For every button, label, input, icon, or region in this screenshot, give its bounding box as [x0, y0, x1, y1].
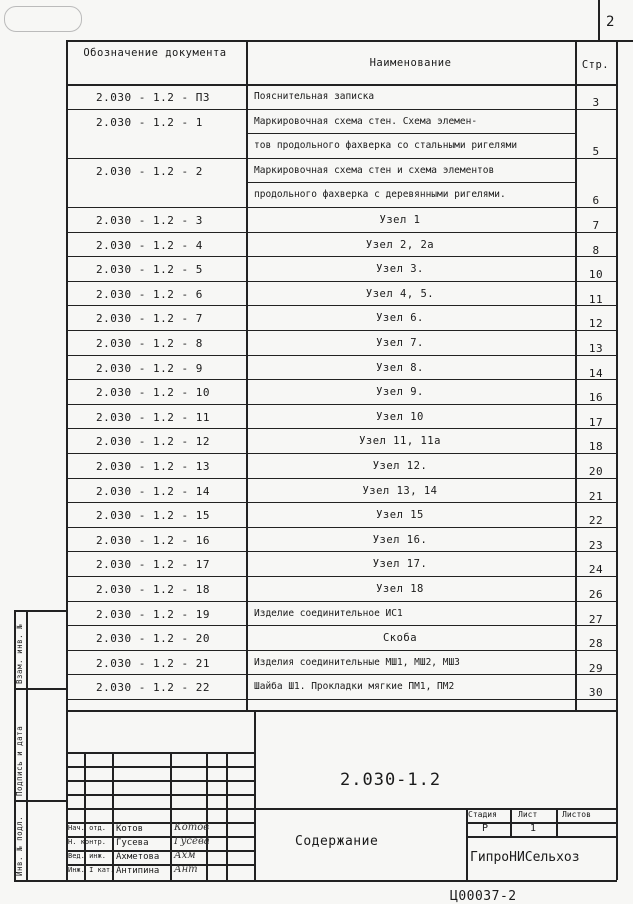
row-page: 30 [588, 686, 604, 700]
staff-name: Ахметова [116, 852, 160, 862]
row-code: 2.030 - 1.2 - 17 [96, 558, 210, 572]
row-divider [66, 625, 617, 626]
row-divider [66, 502, 617, 503]
row-page: 11 [588, 292, 604, 306]
row-divider [66, 650, 617, 651]
staff-name: Котов [116, 824, 144, 834]
row-name: Узел 16. [372, 533, 428, 546]
side-label-sign: Подпись и дата [15, 725, 24, 796]
frame-right [616, 40, 618, 880]
row-name: Узел 2, 2а [365, 238, 435, 251]
row-divider [66, 551, 617, 552]
row-divider [246, 133, 576, 134]
row-code: 2.030 - 1.2 - 14 [96, 484, 210, 498]
row-code: 2.030 - 1.2 - 4 [96, 238, 203, 252]
document-title: Содержание [295, 834, 379, 849]
row-code: 2.030 - 1.2 - 10 [96, 386, 210, 400]
row-page: 18 [588, 440, 604, 454]
staff-name: Антипина [116, 866, 160, 876]
row-divider [66, 281, 617, 282]
side-label-inv: Инв. № подл. [15, 815, 24, 876]
row-divider [66, 158, 617, 159]
row-divider [66, 355, 617, 356]
row-divider [246, 182, 576, 183]
row-name: Узел 11, 11а [359, 435, 441, 448]
row-divider [66, 256, 617, 257]
staff-role: Нач. отд. [68, 824, 106, 832]
row-divider [66, 232, 617, 233]
frame-bottom [14, 880, 617, 882]
row-divider [66, 699, 617, 700]
row-page: 6 [592, 194, 600, 208]
row-divider [66, 207, 617, 208]
row-name: Узел 18 [376, 583, 424, 595]
row-code: 2.030 - 1.2 - 5 [96, 263, 203, 277]
row-divider [66, 576, 617, 577]
row-page: 10 [588, 268, 604, 282]
sheet-value: 1 [530, 823, 537, 834]
row-name: Узел 7. [376, 337, 424, 349]
row-divider [66, 109, 617, 110]
row-page: 12 [588, 317, 604, 331]
row-code: 2.030 - 1.2 - 16 [96, 533, 210, 547]
row-code: 2.030 - 1.2 - 22 [96, 681, 210, 695]
row-page: 14 [588, 366, 604, 380]
bottom-code: Ц00037-2 [450, 889, 517, 904]
row-page: 16 [588, 391, 604, 405]
row-page: 24 [588, 563, 604, 577]
staff-role: Вед. инж. [68, 852, 106, 860]
row-code: 2.030 - 1.2 - 8 [96, 337, 203, 350]
frame-left [66, 40, 68, 880]
row-page: 21 [588, 489, 604, 503]
header-page: Стр. [581, 59, 610, 71]
row-code: 2.030 - 1.2 - 12 [96, 435, 210, 449]
row-page: 8 [592, 243, 600, 257]
row-name: Узел 17. [372, 558, 428, 571]
row-name: Узел 6. [376, 312, 424, 325]
row-name: Маркировочная схема стен. Схема элемен- [254, 115, 478, 127]
row-code: 2.030 - 1.2 - 7 [96, 312, 203, 326]
row-page: 13 [588, 342, 604, 355]
staff-role: Инж. I кат. [68, 866, 115, 874]
staff-signature: Котов [174, 822, 210, 833]
document-code: 2.030-1.2 [340, 770, 442, 790]
row-name: Маркировочная схема стен и схема элементов [254, 164, 495, 176]
row-divider [66, 305, 617, 306]
row-name: Узел 1 [379, 214, 421, 226]
row-page: 23 [588, 538, 604, 552]
row-code: 2.030 - 1.2 - 13 [96, 460, 210, 473]
row-divider [66, 601, 617, 602]
row-page: 27 [588, 612, 604, 626]
staff-signature: Ант [174, 864, 198, 875]
row-code: 2.030 - 1.2 - 21 [96, 656, 210, 670]
row-divider [66, 330, 617, 331]
row-name: Узел 12. [372, 460, 428, 472]
row-page: 26 [588, 588, 604, 601]
sheet-label: Лист [518, 810, 538, 819]
row-name: Пояснительная записка [254, 91, 375, 102]
row-divider [66, 478, 617, 479]
row-code: 2.030 - 1.2 - 20 [96, 632, 210, 646]
side-label-replace: Взам. инв. № [15, 623, 24, 684]
row-page: 28 [588, 637, 604, 651]
row-name: Скоба [382, 632, 418, 645]
staff-name: Гусева [116, 838, 149, 848]
row-name: Узел 15 [376, 509, 424, 522]
row-page: 29 [588, 661, 604, 675]
row-code: 2.030 - 1.2 - П3 [96, 91, 210, 104]
staff-role: Н. контр. [68, 838, 106, 846]
row-code: 2.030 - 1.2 - 15 [96, 509, 210, 523]
row-page: 3 [592, 96, 600, 109]
row-code: 2.030 - 1.2 - 3 [96, 214, 203, 227]
row-name: тов продольного фахверка со стальными ригелями [254, 140, 518, 152]
row-divider [66, 379, 617, 380]
row-page: 20 [588, 465, 604, 478]
stage-value: Р [482, 823, 489, 834]
row-page: 22 [588, 514, 604, 528]
row-name: Узел 9. [376, 386, 424, 399]
row-name: Узел 10 [376, 410, 424, 423]
organization-name: ГипроНИСельхоз [470, 850, 580, 865]
header-designation: Обозначение документа [83, 47, 227, 59]
row-page: 5 [592, 145, 600, 159]
staff-signature: Гусева [174, 836, 210, 847]
row-name: Изделие соединительное ИС1 [254, 607, 403, 619]
row-divider [66, 453, 617, 454]
row-name: Узел 13, 14 [362, 484, 438, 497]
row-name: продольного фахверка с деревянными ригелями. [254, 189, 506, 201]
header-name: Наименование [369, 57, 452, 69]
row-page: 7 [592, 219, 600, 232]
stage-label: Стадия [468, 810, 497, 819]
row-name: Изделия соединительные МШ1, МШ2, МШ3 [254, 656, 460, 668]
row-code: 2.030 - 1.2 - 9 [96, 361, 203, 375]
row-name: Шайба Ш1. Прокладки мягкие ПМ1, ПМ2 [254, 681, 455, 693]
row-code: 2.030 - 1.2 - 1 [96, 115, 203, 129]
row-code: 2.030 - 1.2 - 11 [96, 410, 210, 424]
archive-stamp [4, 6, 82, 32]
row-page: 17 [588, 415, 604, 429]
row-name: Узел 3. [376, 263, 424, 276]
row-code: 2.030 - 1.2 - 19 [96, 607, 210, 621]
row-code: 2.030 - 1.2 - 2 [96, 164, 203, 178]
sheets-label: Листов [562, 810, 591, 819]
row-code: 2.030 - 1.2 - 6 [96, 287, 203, 301]
row-divider [66, 527, 617, 528]
row-divider [66, 404, 617, 405]
staff-signature: Ахм [174, 850, 196, 861]
row-code: 2.030 - 1.2 - 18 [96, 583, 210, 596]
sheet-number: 2 [606, 14, 615, 30]
row-name: Узел 8. [376, 361, 424, 374]
row-name: Узел 4, 5. [365, 287, 435, 300]
row-divider [66, 674, 617, 675]
frame-top [66, 40, 617, 42]
row-divider [66, 428, 617, 429]
